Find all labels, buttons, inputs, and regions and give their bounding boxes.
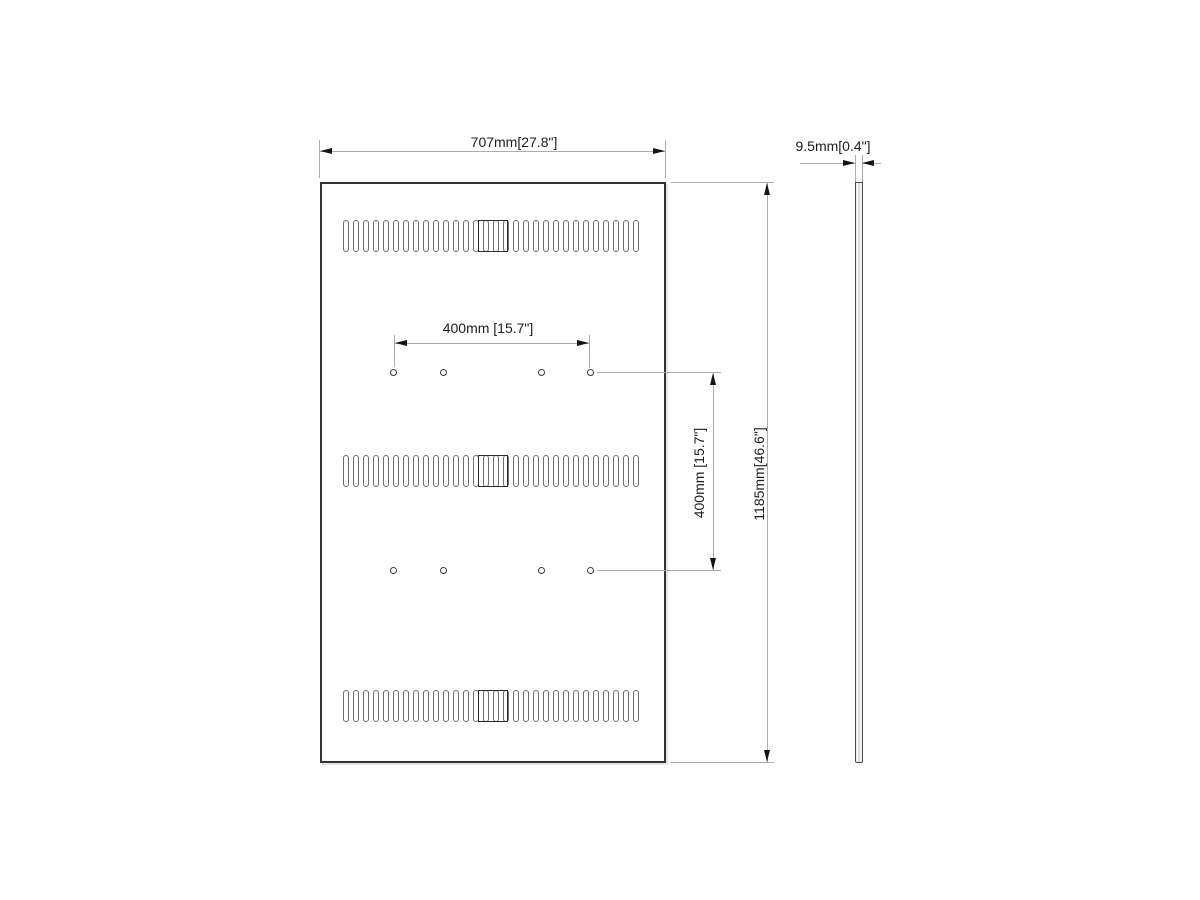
dimension-line [713,373,714,570]
arrowhead-up-icon [764,183,770,195]
dim-width-label: 707mm[27.8"] [470,134,558,150]
dimension-line [767,183,768,762]
arrowhead-up-icon [710,373,716,385]
arrowhead-right-icon [843,160,855,166]
arrowhead-right-icon [653,148,665,154]
dimension-line [395,343,589,344]
extension-line [665,140,666,178]
arrowhead-down-icon [764,750,770,762]
dimension-line [320,151,665,152]
extension-line [855,155,856,182]
extension-line [671,762,774,763]
arrowhead-left-icon [395,340,407,346]
arrowhead-down-icon [710,558,716,570]
extension-line [319,140,320,178]
dim-thickness-label: 9.5mm[0.4"] [795,138,871,154]
dim-hole-spacing-h-label: 400mm [15.7"] [442,320,534,336]
extension-line [597,570,721,571]
dim-height-label: 1185mm[46.6"] [751,427,767,521]
extension-line [589,335,590,368]
arrowhead-left-icon [320,148,332,154]
arrowhead-left-icon [862,160,874,166]
side-view-panel [855,182,863,763]
arrowhead-right-icon [577,340,589,346]
extension-line [597,372,721,373]
dim-hole-spacing-v-label: 400mm [15.7"] [691,427,707,519]
front-view-panel [320,182,666,763]
extension-line [671,182,774,183]
